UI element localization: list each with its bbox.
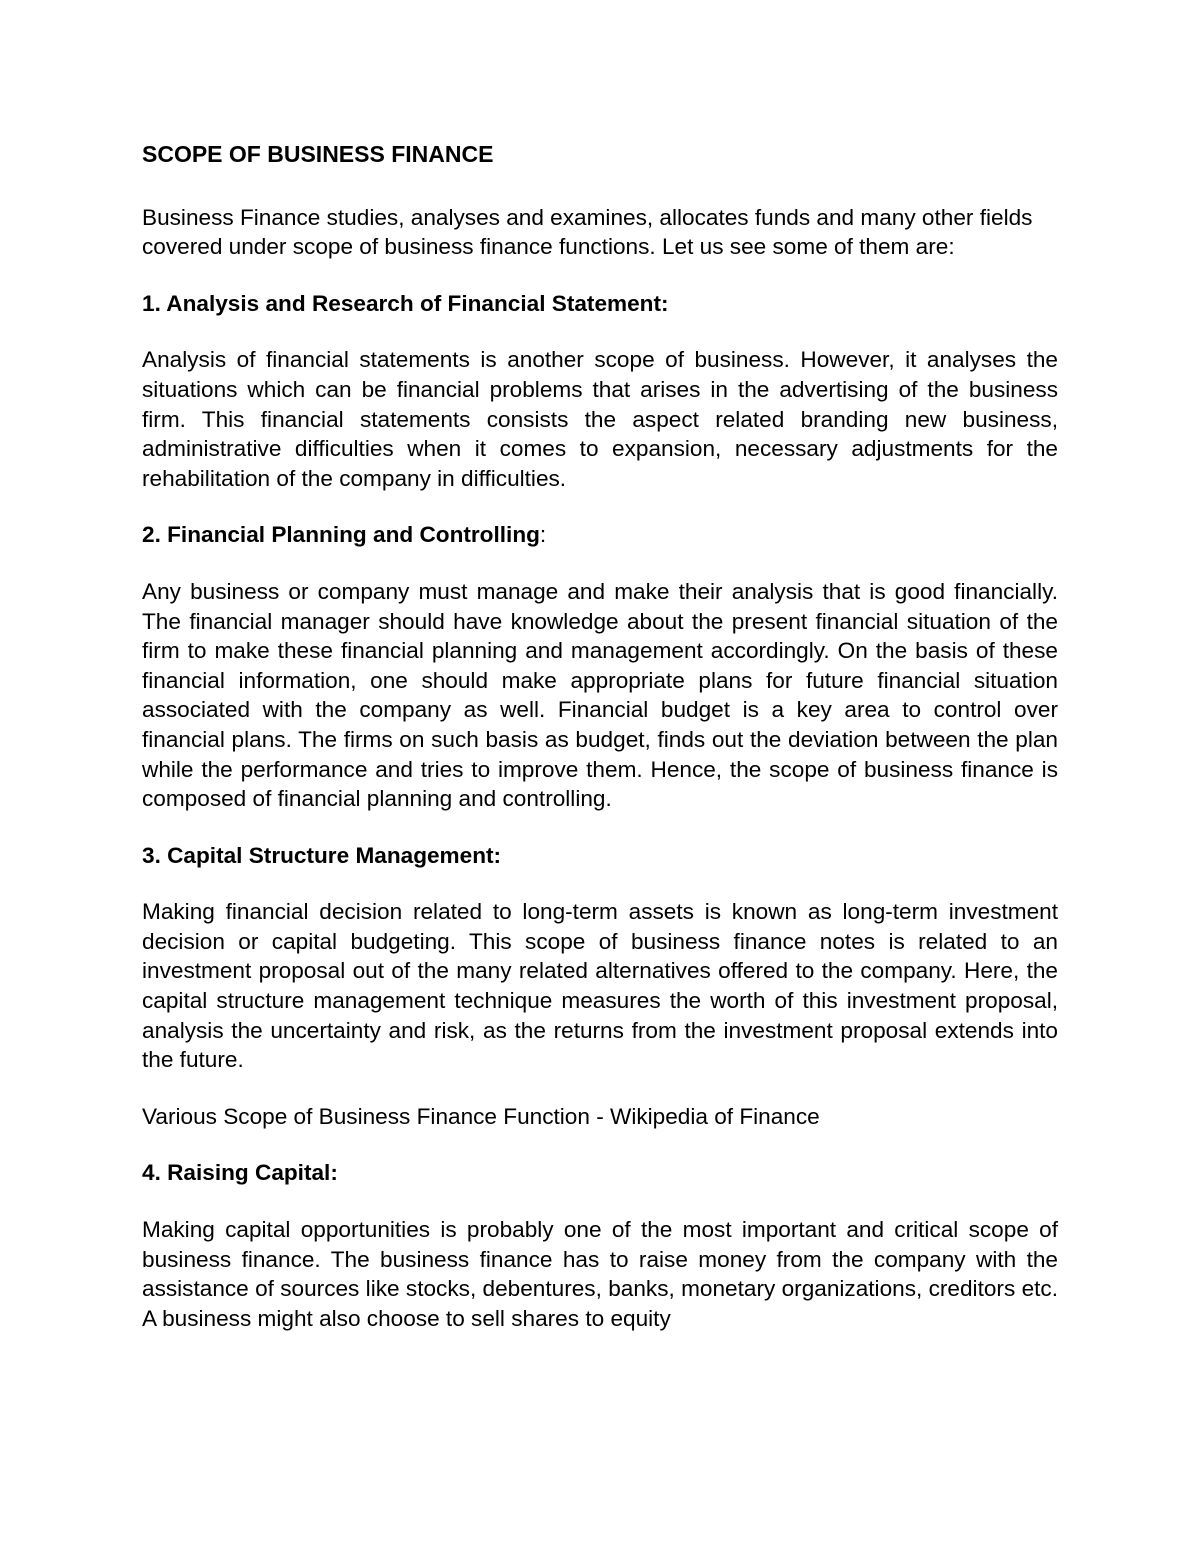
- section-3-body: Making financial decision related to long-term assets is known as long-term investment decision or capital budgeting. This scope of business finance notes is related to an investment proposal out of the many related alternatives offered to the company. Here, the capital structure management technique measures the worth of this investment proposal, analysis the uncertainty and risk, as the returns from the investment proposal extends into the future.: [142, 899, 1058, 1073]
- section-2-heading-text: 2. Financial Planning and Controlling: [142, 522, 540, 548]
- section-4-body: Making capital opportunities is probably one of the most important and critical scope of business finance. The business finance has to raise money from the company with the assistance of sources like stocks, debentures, banks, monetary organizations, creditors etc. A business might also choose to sell shares to equity: [142, 1217, 1058, 1331]
- document-page: [142, 140, 1058, 1360]
- section-4-heading: 4. Raising Capital:: [142, 1160, 338, 1186]
- section-3-heading: 3. Capital Structure Management:: [142, 842, 502, 868]
- intro-paragraph: Business Finance studies, analyses and examines, allocates funds and many other fields covered under scope of business finance functions. Let us see some of them are:: [142, 204, 1033, 260]
- section-1-heading: 1. Analysis and Research of Financial Statement:: [142, 290, 669, 316]
- section-2-heading-colon: :: [539, 522, 547, 548]
- section-1-body: Analysis of financial statements is another scope of business. However, it analyses the situations which can be financial problems that arises in the advertising of the business firm. This financial statements consists the aspect related branding new business, administrative difficulties when it comes to expansion, necessary adjustments for the rehabilitation of the company in difficulties.: [142, 347, 1058, 491]
- document-title: SCOPE OF BUSINESS FINANCE: [142, 141, 494, 167]
- section-2-heading: [142, 520, 1058, 550]
- section-3-note: Various Scope of Business Finance Function - Wikipedia of Finance: [142, 1103, 820, 1129]
- section-2-body: Any business or company must manage and make their analysis that is good financially. The financial manager should have knowledge about the present financial situation of the firm to make these financial planning and management accordingly. On the basis of these financial information, one should make appropriate plans for future financial situation associated with the company as well. Financial budget is a key area to control over financial plans. The firms on such basis as budget, finds out the deviation between the plan while the performance and tries to improve them. Hence, the scope of business finance is composed of financial planning and controlling.: [142, 578, 1058, 812]
